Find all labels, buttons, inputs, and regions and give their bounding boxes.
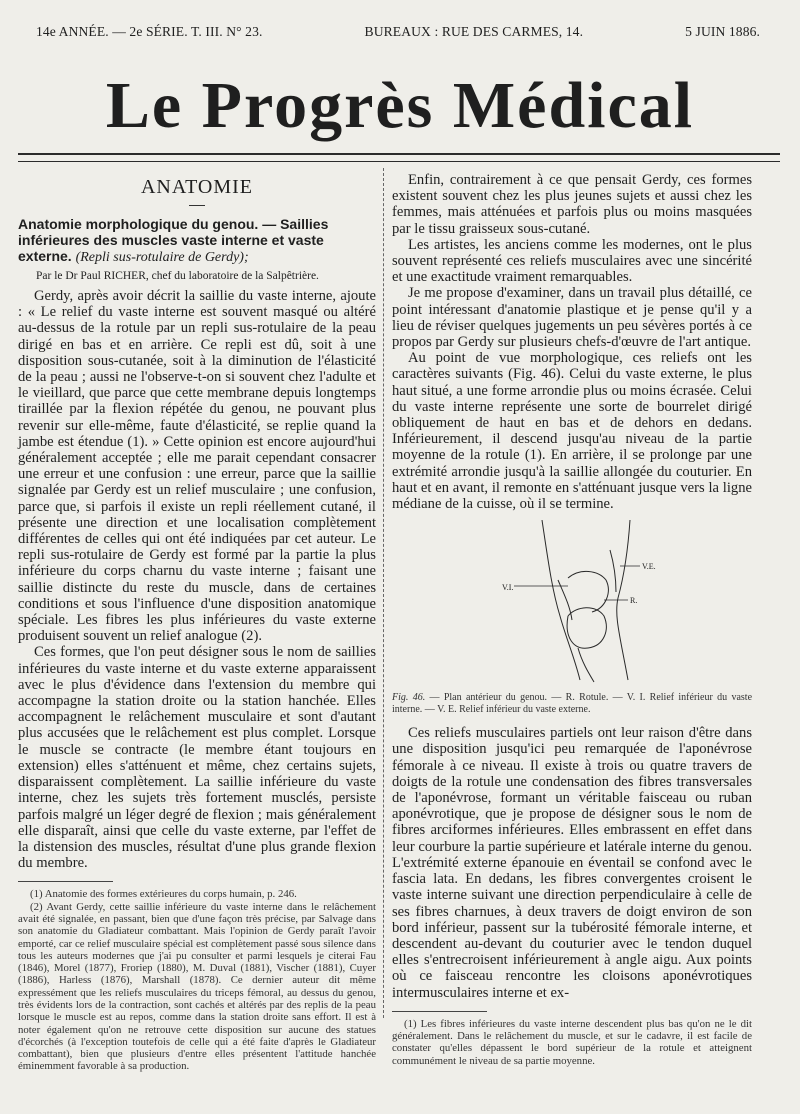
section-title: ANATOMIE [140, 176, 254, 198]
masthead-title: Le Progrès Médical [105, 69, 695, 142]
issue-office-address: BUREAUX : RUE DES CARMES, 14. [364, 24, 584, 39]
issue-year-series: 14e ANNÉE. — 2e SÉRIE. T. III. N° 23. [36, 24, 263, 39]
masthead-rule [18, 153, 780, 162]
footnote: (1) Les fibres inférieures du vaste interne descendent plus bas qu'on ne le dit généralement. Dans le relâchement du muscle, et sur le cadavre, il est facile de constater qu'elles dépassent le bord supérieur de la rotule et atteignent communément le niveau de sa partie moyenne. [392, 1017, 752, 1067]
paragraph: Ces formes, que l'on peut désigner sous le nom de saillies inférieures du vaste interne et du vaste externe apparaissent avec le plus d'évidence dans l'extension du membre qui accompagne la station droite ou la station hanchée. Elles accompagnent le relâchement musculaire et sont d'autant plus accusées que le relâchement est plus complet. Lorsque le muscle se contracte (le membre étant toujours en extension) elles s'atténuent et même, chez certains sujets, disparaissent complètement. La saillie inférieure du vaste interne, chez les sujets très fortement musclés, persiste parfois malgré un léger degré de flexion ; mais généralement elle disparaît, ainsi que celle du vaste externe, par l'effet de la distension des muscles, résultat d'une plus grande flexion du membre. [18, 644, 376, 872]
issue-header [36, 24, 760, 48]
issue-date: 5 JUIN 1886. [685, 24, 760, 39]
left-column [18, 172, 376, 1073]
section-rule [189, 205, 205, 206]
footnote-rule [392, 1011, 487, 1012]
footnote-rule [18, 881, 113, 882]
article-title [18, 216, 376, 266]
knee-illustration [392, 520, 752, 688]
figure-caption-text: — Plan antérieur du genou. — R. Rotule. — V. I. Relief inférieur du vaste interne. — V. E. Relief inférieur du vaste externe. [392, 692, 753, 715]
paragraph: Je me propose d'examiner, dans un travail plus détaillé, ce point intéressant d'anatomie plastique et je pense qu'il y a lieu de réviser quelques jugements un peu sévères portés à ce propos par Gerdy sur plusieurs chefs-d'œuvre de l'art antique. [392, 285, 752, 351]
figure-label-r: R. [630, 596, 638, 606]
article-subtitle: (Repli sus-rotulaire de Gerdy); [75, 250, 249, 265]
right-column [392, 172, 752, 1067]
paragraph: Au point de vue morphologique, ces reliefs ont les caractères suivants (Fig. 46). Celui du vaste externe, le plus haut situé, a une forme arrondie plus ou moins écrasée. Celui du vaste interne représente une sorte de bourrelet dirigé obliquement de haut en bas et de dehors en dedans. Inférieurement, il descend jusqu'au niveau de la partie moyenne de la rotule (1). En arrière, il se prolonge par une extrémité arrondie jusqu'à la saillie allongée du couturier. En haut et en avant, il remonte en s'atténuant jusque vers la ligne médiane de la cuisse, où il se termine. [392, 350, 752, 513]
footnote: (2) Avant Gerdy, cette saillie inférieure du vaste interne dans le relâchement avait été signalée, en passant, bien que d'une façon très précise, par Salvage dans son anatomie du Gladiateur combattant. Mais l'opinion de Gerdy paraît l'avoir emporté, car ce relief musculaire spécial est complètement passé sous silence dans tous les auteurs modernes que j'ai pu consulter et parmi lesquels je citerai Fau (1846), Morel (1877), Froriep (1880), M. Duval (1881), Vischer (1881), Cuyer (1886), Harless (1876), Marshall (1878). Ce dernier auteur dit même expressément que les reliefs musculaires du triceps fémoral, au dessus du genou, très évidents lors de la contraction, sont cachés et altérés par des replis de la peau lorsque le muscle est au repos, comme dans la station droite sans effort. Il est à noter également qu'on ne retrouve cette disposition sur aucune des statues d'écorchés (à l'exception toutefois de celle qui a été faite d'après le Gladiateur combattant), bien que plusieurs d'entre elles présentent l'attitude hanchée éminemment favorable à sa production. [18, 900, 376, 1073]
paragraph: Gerdy, après avoir décrit la saillie du vaste interne, ajoute : « Le relief du vaste interne est souvent masqué ou altéré au-dessus de la rotule par un repli sus-rotulaire de la peau dirigé en bas et en arrière. Ce repli est dû, soit à une disposition sous-cutanée, soit à la diminution de l'élasticité de la peau ; aussi ne l'observe-t-on si souvent chez l'adulte et le vieillard, que parce que cette membrane depuis longtemps tiraillée par la flexion répétée du genou, ne pouvant plus revenir sur elle-même, faute d'élasticité, se replie quand la jambe est étendue (1). » Cette opinion est encore aujourd'hui généralement acceptée ; elle me parait cependant consacrer une erreur et une confusion : une erreur, parce que la saillie signalée par Gerdy est un relief musculaire ; une confusion, parce que, si parfois il existe un repli réellement cutané, il présente une direction et une localisation complètement différentes de celles qui ont été indiquées par cet auteur. Le repli sus-rotulaire de Gerdy est formé par la partie la plus inférieure du corps charnu du vaste interne ; faisant une saillie distincte du reste du muscle, dans de certaines conditions et sous l'influence d'une disposition anatomique spéciale. Les fibres les plus inférieures du vaste externe produisent souvent un relief analogue (2). [18, 288, 376, 645]
paragraph: Les artistes, les anciens comme les modernes, ont le plus souvent représenté ces reliefs musculaires avec une sincérité et une exactitude vraiment remarquables. [392, 236, 752, 286]
paragraph: Ces reliefs musculaires partiels ont leur raison d'être dans une disposition jusqu'ici peu remarquée de l'aponévrose fémorale à ce niveau. Il existe à trois ou quatre travers de doigts de la rotule une condensation des fibres transversales de l'aponévrose, formant un véritable faisceau ou ruban aponévrotique, que je propose de désigner sous le nom de fibres arciformes inférieures. Elles embrassent en effet dans leur courbure la partie supérieure et latérale interne du genou. L'extrémité externe épanouie en éventail se confond avec le fascia lata. En dedans, les fibres convergentes croisent le vaste interne suivant une direction perpendiculaire à celle de ses fibres charnues, à deux travers de doigt environ de son bord inférieur, passent sur la tubérosité fémorale interne, et descendent au-devant du couturier avec le tendon duquel elles s'entrecroisent inférieurement à angle aigu. Aux points où ce faisceau rencontre les cloisons aponévrotiques intermusculaires interne et ex- [392, 725, 752, 1001]
figure-caption [392, 692, 752, 715]
article-title-text: Anatomie morphologique du genou. — Saillies inférieures des muscles vaste interne et vaste externe. [18, 216, 329, 264]
figure-label-vi: V.I. [502, 583, 514, 593]
paragraph: Enfin, contrairement à ce que pensait Gerdy, ces formes existent souvent chez les plus jeunes sujets et aussi chez les femmes, mais atténuées et parfois plus ou moins masquées par le tissu graisseux sous-cutané. [392, 172, 752, 237]
footnote: (1) Anatomie des formes extérieures du corps humain, p. 246. [30, 888, 297, 901]
figure-caption-number: Fig. 46. [392, 692, 426, 704]
column-divider [383, 168, 384, 1018]
figure-label-ve: V.E. [642, 562, 656, 572]
article-byline: Par le Dr Paul RICHER, chef du laboratoire de la Salpêtrière. [36, 270, 319, 282]
knee-figure [392, 520, 752, 688]
